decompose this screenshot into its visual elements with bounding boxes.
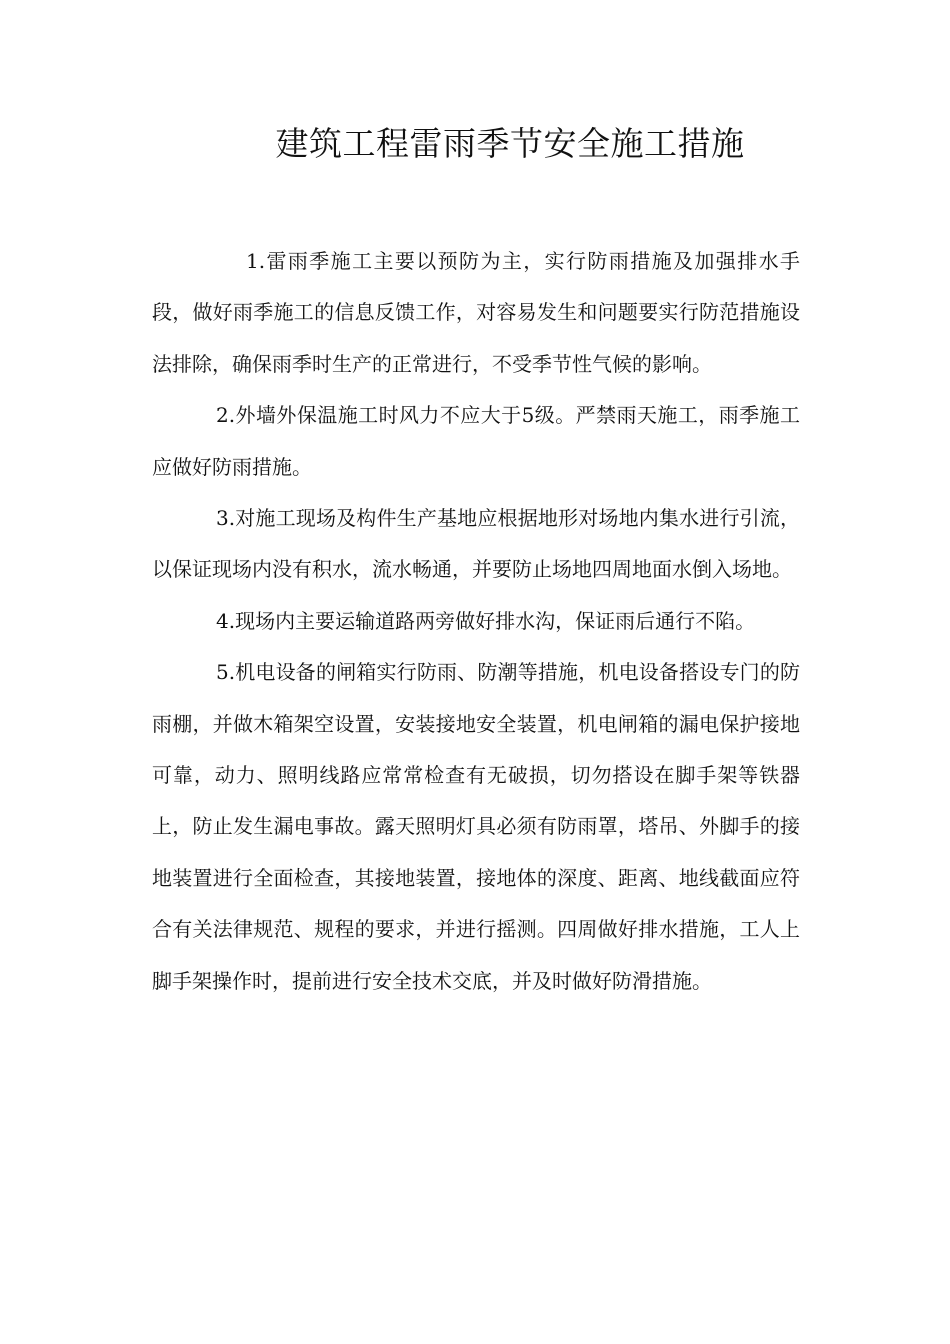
paragraph-3: 3.对施工现场及构件生产基地应根据地形对场地内集水进行引流，以保证现场内没有积水，流水畅通，并要防止场地四周地面水倒入场地。 — [152, 506, 800, 582]
document-body — [152, 236, 800, 1007]
paragraph-4: 4.现场内主要运输道路两旁做好排水沟，保证雨后通行不陷。 — [216, 608, 756, 633]
document-title: 建筑工程雷雨季节安全施工措施 — [275, 124, 745, 163]
paragraph-2: 2.外墙外保温施工时风力不应大于5级。严禁雨天施工，雨季施工应做好防雨措施。 — [152, 403, 800, 479]
paragraph-5: 5.机电设备的闸箱实行防雨、防潮等措施，机电设备搭设专门的防雨棚，并做木箱架空设置，安装接地安全装置，机电闸箱的漏电保护接地可靠，动力、照明线路应常常检查有无破损，切勿搭设在脚手架等铁器上，防止发生漏电事故。露天照明灯具必须有防雨罩，塔吊、外脚手的接地装置进行全面检查，其接地装置，接地体的深度、距离、地线截面应符合有关法律规范、规程的要求，并进行摇测。四周做好排水措施，工人上脚手架操作时，提前进行安全技术交底，并及时做好防滑措施。 — [152, 660, 800, 993]
paragraph-1: 1.雷雨季施工主要以预防为主，实行防雨措施及加强排水手段，做好雨季施工的信息反馈工作，对容易发生和问题要实行防范措施设法排除，确保雨季时生产的正常进行，不受季节性气候的影响。 — [152, 249, 800, 376]
